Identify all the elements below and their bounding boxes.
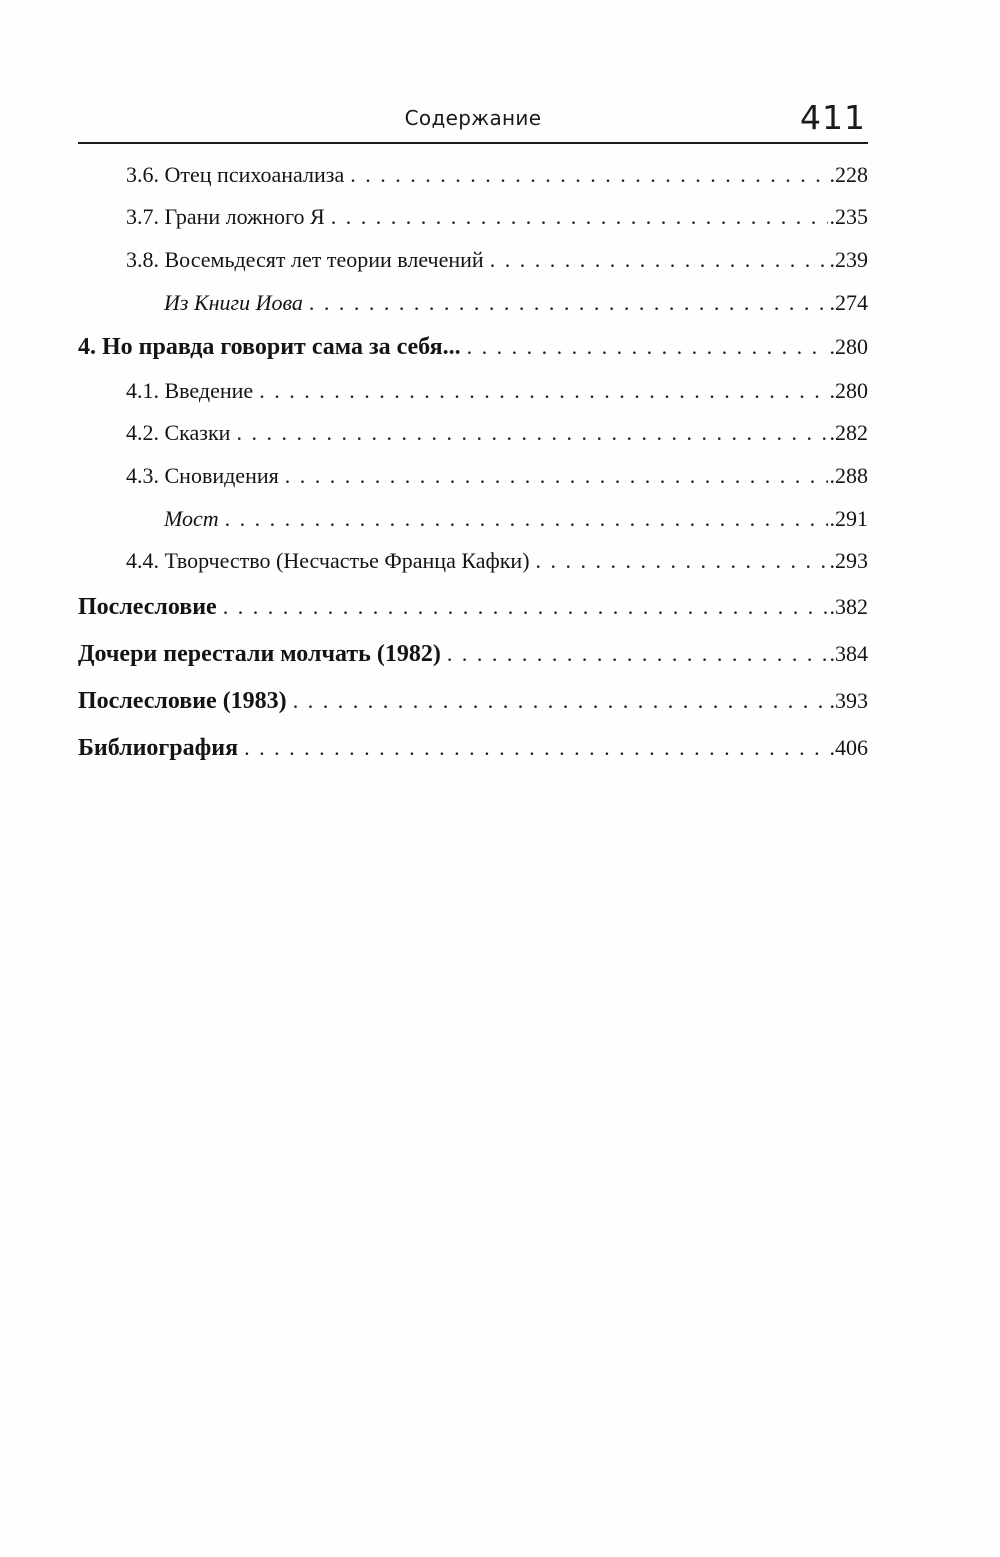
running-header xyxy=(78,98,868,144)
toc-entry[interactable] xyxy=(126,204,868,230)
dot-leader xyxy=(447,641,828,667)
toc-entry-label: 4.3. Сновидения xyxy=(126,463,279,488)
toc-entry-label: 4.2. Сказки xyxy=(126,420,231,445)
toc-entry[interactable] xyxy=(164,506,868,532)
dot-leader xyxy=(236,420,827,446)
toc-entry-label: 4. Но правда говорит сама за себя... xyxy=(78,334,461,360)
toc-entry-page: .274 xyxy=(829,290,868,315)
toc-entry-label: 4.1. Введение xyxy=(126,378,254,403)
toc-entry-chapter[interactable] xyxy=(78,688,868,715)
running-title: Содержание xyxy=(404,106,542,130)
toc-entry-page: .382 xyxy=(829,594,868,619)
toc-entry[interactable] xyxy=(126,548,868,574)
toc-entry-label: Послесловие xyxy=(78,594,217,620)
toc-entry[interactable] xyxy=(126,420,868,446)
dot-leader xyxy=(293,688,828,714)
toc-entry-chapter[interactable] xyxy=(78,594,868,621)
toc-entry-label: Из Книги Иова xyxy=(164,290,303,315)
toc-entry-chapter[interactable] xyxy=(78,334,868,361)
toc-entry[interactable] xyxy=(126,247,868,273)
toc-entry-chapter[interactable] xyxy=(78,735,868,762)
toc-entry-page: .293 xyxy=(829,548,868,573)
toc-entry-page: .239 xyxy=(829,247,868,272)
dot-leader xyxy=(467,334,828,360)
dot-leader xyxy=(223,594,828,620)
dot-leader xyxy=(490,247,828,273)
toc-entry-label: 3.6. Отец психоанализа xyxy=(126,162,345,187)
toc-entry-label: 4.4. Творчество (Несчастье Франца Кафки) xyxy=(126,548,530,573)
dot-leader xyxy=(331,204,828,230)
toc-entry-page: .228 xyxy=(829,162,868,187)
toc-entry-label: Библиография xyxy=(78,735,239,761)
toc-entry-label: 3.7. Грани ложного Я xyxy=(126,204,325,229)
toc-entry[interactable] xyxy=(126,162,868,188)
toc-entry-label: 3.8. Восемьдесят лет теории влечений xyxy=(126,247,484,272)
toc-entry-page: .282 xyxy=(829,420,868,445)
page-number: 411 xyxy=(800,98,866,137)
dot-leader xyxy=(225,506,828,532)
toc-entry-page: .406 xyxy=(829,735,868,760)
toc-entry-page: .280 xyxy=(829,378,868,403)
toc-entry-page: .393 xyxy=(829,688,868,713)
toc-entry-label: Дочери перестали молчать (1982) xyxy=(78,641,441,667)
toc-entry-label: Мост xyxy=(164,506,219,531)
dot-leader xyxy=(259,378,827,404)
toc-entry-page: .235 xyxy=(829,204,868,229)
dot-leader xyxy=(350,162,827,188)
dot-leader xyxy=(285,463,828,489)
dot-leader xyxy=(309,290,828,316)
dot-leader xyxy=(536,548,828,574)
toc-entry-page: .280 xyxy=(829,334,868,359)
toc-entry[interactable] xyxy=(126,378,868,404)
toc-entry-page: .291 xyxy=(829,506,868,531)
dot-leader xyxy=(244,735,827,761)
toc-entry[interactable] xyxy=(164,290,868,316)
toc-entry-label: Послесловие (1983) xyxy=(78,688,287,714)
toc-entry-chapter[interactable] xyxy=(78,641,868,668)
toc-entry-page: .288 xyxy=(829,463,868,488)
toc-entry-page: .384 xyxy=(829,641,868,666)
toc-entry[interactable] xyxy=(126,463,868,489)
